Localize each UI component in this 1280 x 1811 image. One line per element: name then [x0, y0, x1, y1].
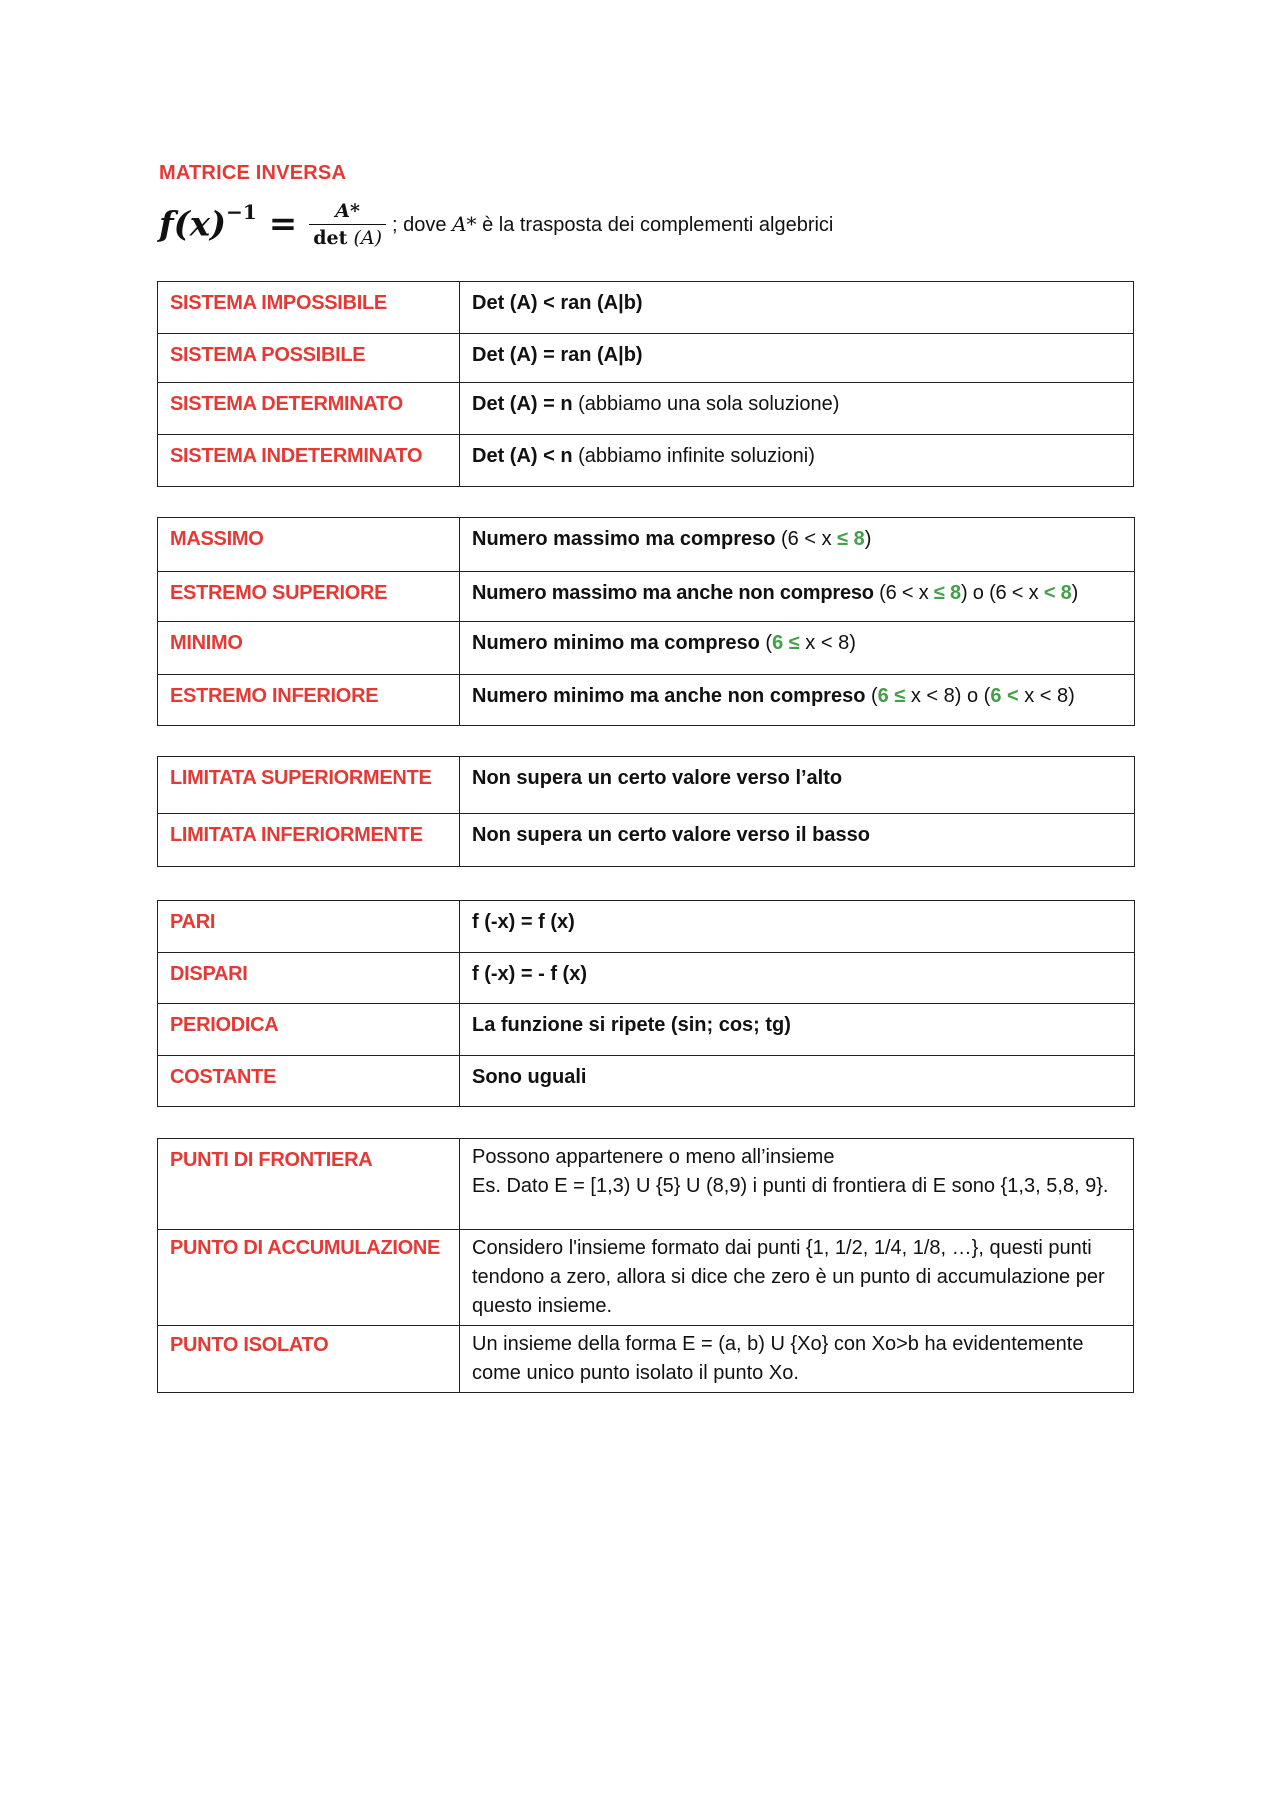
formula-equals: =	[268, 204, 298, 244]
table-row	[158, 757, 1135, 814]
row-value: f (-x) = f (x)	[460, 901, 1135, 953]
table-row	[158, 622, 1135, 675]
table-row	[158, 1004, 1135, 1056]
table-row	[158, 814, 1135, 867]
table-row	[158, 435, 1134, 487]
table-row	[158, 518, 1135, 572]
row-value-line: Es. Dato E = [1,3) U {5} U (8,9) i punti di frontiera di E sono {1,3, 5,8, 9}.	[472, 1175, 1109, 1197]
table-row	[158, 282, 1134, 334]
row-label: SISTEMA DETERMINATO	[158, 383, 460, 435]
table-row	[158, 334, 1134, 383]
inverse-matrix-formula	[159, 192, 833, 256]
row-value	[460, 1139, 1134, 1230]
section-heading: MATRICE INVERSA	[159, 162, 347, 184]
functions-table	[157, 900, 1135, 1107]
systems-table	[157, 281, 1134, 487]
row-label: MASSIMO	[158, 518, 460, 572]
row-label: PERIODICA	[158, 1004, 460, 1056]
row-label: PUNTI DI FRONTIERA	[158, 1139, 460, 1230]
row-value: f (-x) = - f (x)	[460, 953, 1135, 1004]
row-value: Numero minimo ma anche non compreso (6 ≤ x < 8) o (6 < x < 8)	[460, 675, 1135, 726]
formula-denominator: det (A)	[309, 224, 386, 249]
row-label: DISPARI	[158, 953, 460, 1004]
table-row	[158, 383, 1134, 435]
row-value: Sono uguali	[460, 1056, 1135, 1107]
row-value: Det (A) < ran (A|b)	[460, 282, 1134, 334]
row-value: La funzione si ripete (sin; cos; tg)	[460, 1004, 1135, 1056]
row-label: PUNTO ISOLATO	[158, 1326, 460, 1393]
formula-fraction	[309, 200, 386, 249]
formula-lhs: $f(x)^{-1}$	[159, 199, 257, 245]
row-value: Non supera un certo valore verso l’alto	[460, 757, 1135, 814]
table-row	[158, 901, 1135, 953]
table-row	[158, 953, 1135, 1004]
table-row	[158, 572, 1135, 622]
row-label: LIMITATA SUPERIORMENTE	[158, 757, 460, 814]
row-label: SISTEMA POSSIBILE	[158, 334, 460, 383]
table-row	[158, 675, 1135, 726]
points-table	[157, 1138, 1134, 1393]
limits-table	[157, 756, 1135, 867]
row-label: SISTEMA IMPOSSIBILE	[158, 282, 460, 334]
row-value: Det (A) = n (abbiamo una sola soluzione)	[460, 383, 1134, 435]
row-value: Numero massimo ma anche non compreso (6 < x ≤ 8) o (6 < x < 8)	[460, 572, 1135, 622]
bounds-table	[157, 517, 1135, 726]
row-value-line: Possono appartenere o meno all’insieme	[472, 1146, 835, 1168]
formula-explanation: ; dove A* è la trasposta dei complementi algebrici	[392, 211, 834, 236]
table-row	[158, 1326, 1134, 1393]
row-label: ESTREMO INFERIORE	[158, 675, 460, 726]
formula-exponent: −1	[226, 199, 257, 224]
row-label: SISTEMA INDETERMINATO	[158, 435, 460, 487]
row-value: Det (A) = ran (A|b)	[460, 334, 1134, 383]
row-value: Numero massimo ma compreso (6 < x ≤ 8)	[460, 518, 1135, 572]
row-label: COSTANTE	[158, 1056, 460, 1107]
row-value: Numero minimo ma compreso (6 ≤ x < 8)	[460, 622, 1135, 675]
row-value: Det (A) < n (abbiamo infinite soluzioni)	[460, 435, 1134, 487]
row-label: PUNTO DI ACCUMULAZIONE	[158, 1230, 460, 1326]
table-row	[158, 1139, 1134, 1230]
row-label: MINIMO	[158, 622, 460, 675]
table-row	[158, 1056, 1135, 1107]
row-label: PARI	[158, 901, 460, 953]
row-label: LIMITATA INFERIORMENTE	[158, 814, 460, 867]
row-value: Considero l'insieme formato dai punti {1, 1/2, 1/4, 1/8, …}, questi punti tendono a zero, allora si dice che zero è un punto di accumulazione per questo insieme.	[460, 1230, 1134, 1326]
row-label: ESTREMO SUPERIORE	[158, 572, 460, 622]
row-value: Un insieme della forma E = (a, b) U {Xo} con Xo>b ha evidentemente come unico punto isolato il punto Xo.	[460, 1326, 1134, 1393]
table-row	[158, 1230, 1134, 1326]
formula-numerator: A*	[335, 199, 360, 222]
row-value: Non supera un certo valore verso il basso	[460, 814, 1135, 867]
